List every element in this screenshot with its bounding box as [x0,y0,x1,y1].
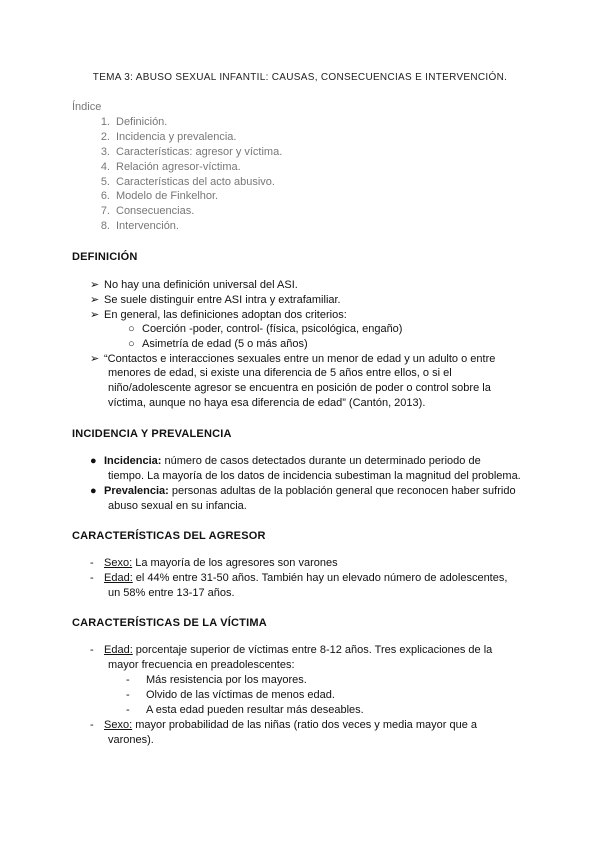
list-item [90,278,298,291]
list-item-text: Se suele distinguir entre ASI intra y extrafamiliar. [104,294,341,306]
index-text: Consecuencias. [116,205,195,217]
dash-bullet-icon: - [126,704,130,716]
dot-bullet-icon: ● [90,455,97,467]
term: Incidencia: [104,455,162,467]
list-item-text: La mayoría de los agresores son varones [132,557,338,569]
index-text: Características del acto abusivo. [116,176,275,188]
index-item [90,205,194,217]
index-number: 8. [100,220,110,232]
sub-list-item [126,674,307,686]
index-number: 3. [100,146,110,158]
list-item [90,485,516,497]
quote-line: menores de edad, si existe una diferencia de 5 años entre ellos, o si el [108,367,452,379]
dash-bullet-icon: - [90,572,94,584]
list-item-text: Coerción -poder, control- (física, psicológica, engaño) [142,323,403,335]
arrow-bullet-icon: ➢ [90,279,100,291]
dash-bullet-icon: - [126,689,130,701]
index-number: 7. [100,205,110,217]
circle-bullet-icon: ○ [128,323,135,335]
arrow-bullet-icon: ➢ [90,353,100,365]
list-item [90,719,477,731]
term: Sexo: [104,719,133,731]
list-item [90,293,341,306]
list-item-continuation: un 58% entre 13-17 años. [108,587,235,599]
list-item [90,455,481,467]
list-item-text: número de casos detectados durante un determinado periodo de [161,455,481,467]
section-heading-agresor: CARACTERÍSTICAS DEL AGRESOR [72,530,266,542]
document-title: TEMA 3: ABUSO SEXUAL INFANTIL: CAUSAS, CONSECUENCIAS E INTERVENCIÓN. [92,72,508,83]
index-item [90,116,167,128]
list-item-text: personas adultas de la población general que reconocen haber sufrido [168,485,516,497]
list-item-text: el 44% entre 31-50 años. También hay un elevado número de adolescentes, [132,572,508,584]
section-heading-incidencia: INCIDENCIA Y PREVALENCIA [72,428,232,440]
list-item [90,308,347,321]
list-item-text: Olvido de las víctimas de menos edad. [146,689,335,701]
list-item [90,572,507,584]
list-item-continuation: varones). [108,734,154,746]
sub-list-item [126,704,364,716]
index-number: 2. [100,131,110,143]
dash-bullet-icon: - [90,557,94,569]
index-item [90,190,218,202]
dash-bullet-icon: - [90,719,94,731]
circle-bullet-icon: ○ [128,338,135,350]
list-item-continuation: mayor frecuencia en preadolescentes: [108,659,295,671]
list-item-continuation: abuso sexual en su infancia. [108,500,247,512]
dot-bullet-icon: ● [90,485,97,497]
dash-bullet-icon: - [90,644,94,656]
list-item-text: Asimetría de edad (5 o más años) [142,338,308,350]
sub-list-item [128,338,308,350]
list-item-text: En general, las definiciones adoptan dos criterios: [104,309,347,321]
index-item [90,131,236,143]
list-item [90,352,495,365]
list-item-text: Más resistencia por los mayores. [146,674,307,686]
sub-list-item [128,323,402,335]
section-heading-definicion: DEFINICIÓN [72,251,138,263]
index-item [90,176,275,188]
index-item [90,161,241,173]
term: Edad: [104,572,133,584]
index-text: Características: agresor y víctima. [116,146,283,158]
list-item-text: No hay una definición universal del ASI. [104,279,298,291]
index-item [90,146,282,158]
list-item-text: mayor probabilidad de las niñas (ratio dos veces y media mayor que a [132,719,477,731]
arrow-bullet-icon: ➢ [90,309,100,321]
list-item-continuation: tiempo. La mayoría de los datos de incidencia subestiman la magnitud del problema. [108,470,521,482]
index-text: Intervención. [116,220,179,232]
quote-line: niño/adolescente agresor se encuentra en posición de poder o control sobre la [108,382,491,394]
quote-line: “Contactos e interacciones sexuales entre un menor de edad y un adulto o entre [104,353,496,365]
list-item [90,557,338,569]
list-item-text: A esta edad pueden resultar más deseables. [146,704,364,716]
list-item-text: porcentaje superior de víctimas entre 8-12 años. Tres explicaciones de la [132,644,493,656]
index-text: Relación agresor-víctima. [116,161,241,173]
index-text: Incidencia y prevalencia. [116,131,237,143]
index-number: 4. [100,161,110,173]
index-text: Definición. [116,116,168,128]
term: Sexo: [104,557,133,569]
index-label: Índice [72,101,102,113]
index-item [90,220,179,232]
list-item [90,644,492,656]
quote-line: víctima, aunque no haya esa diferencia de edad” (Cantón, 2013). [108,397,426,409]
term: Prevalencia: [104,485,169,497]
index-number: 6. [100,190,110,202]
index-number: 1. [100,116,110,128]
term: Edad: [104,644,133,656]
index-number: 5. [100,176,110,188]
sub-list-item [126,689,335,701]
arrow-bullet-icon: ➢ [90,294,100,306]
section-heading-victima: CARACTERÍSTICAS DE LA VÍCTIMA [72,617,267,629]
index-text: Modelo de Finkelhor. [116,190,219,202]
dash-bullet-icon: - [126,674,130,686]
